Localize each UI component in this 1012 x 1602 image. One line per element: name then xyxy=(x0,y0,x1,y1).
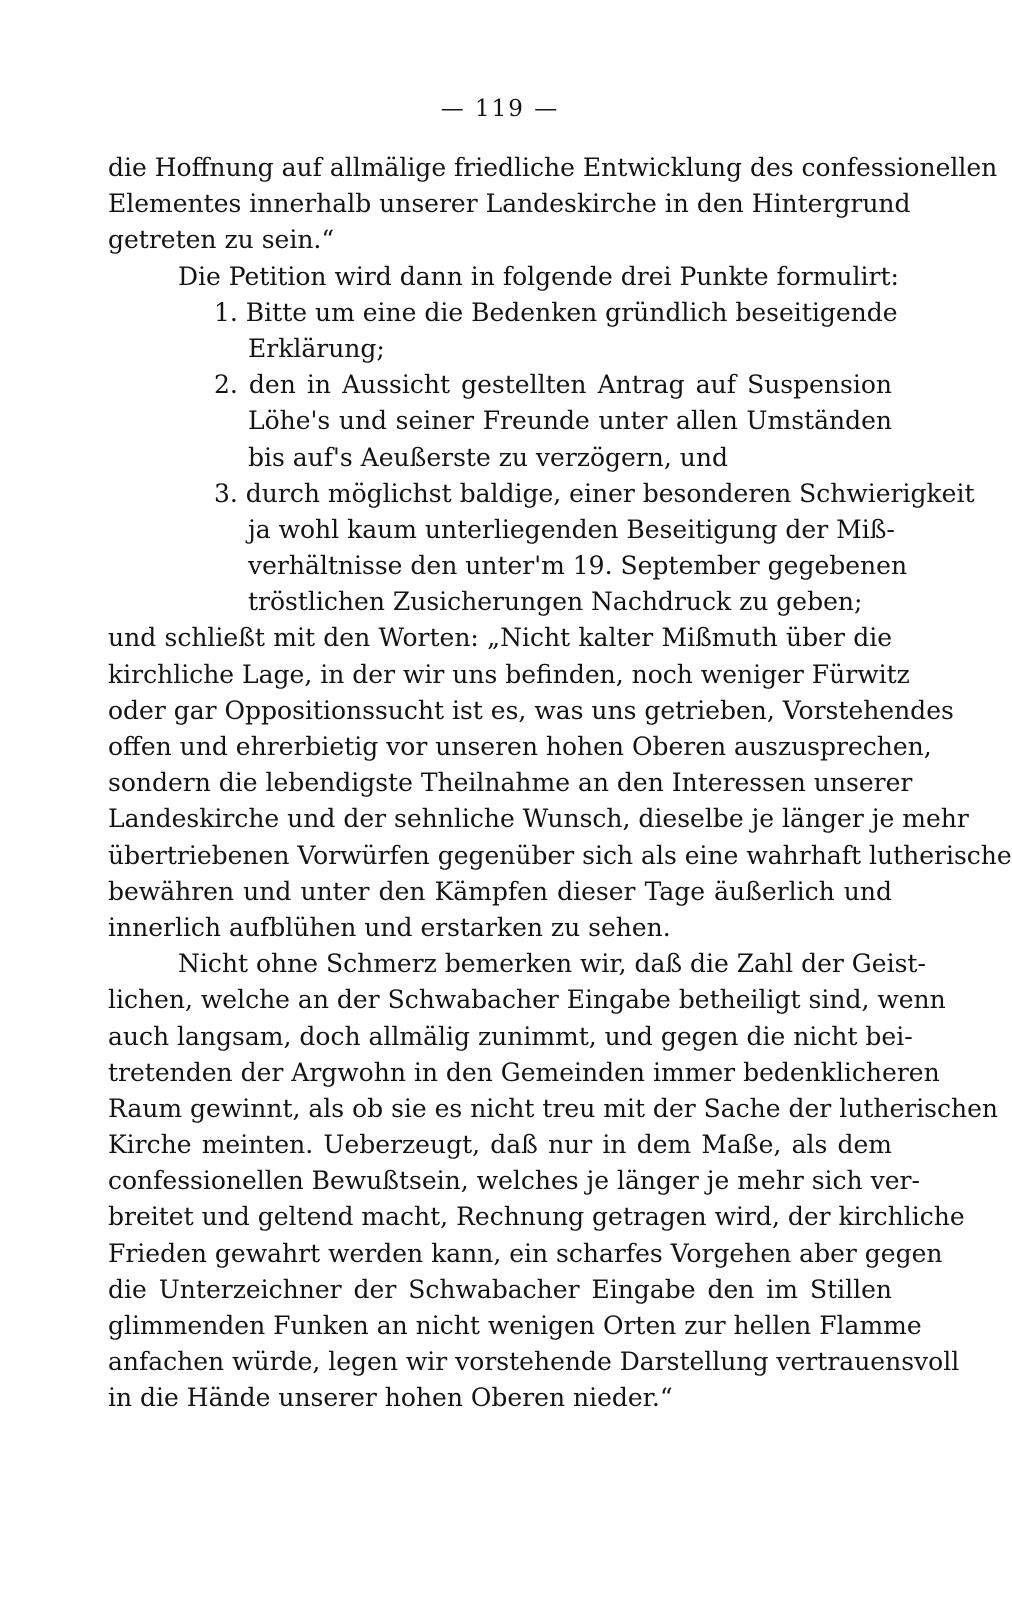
text-line: auch langsam, doch allmälig zunimmt, und gegen die nicht bei- xyxy=(108,1021,913,1051)
text-line: Frieden gewahrt werden kann, ein scharfes Vorgehen aber gegen xyxy=(108,1238,943,1268)
text-line: innerlich aufblühen und erstarken zu sehen. xyxy=(108,912,671,942)
text-line: die Unterzeichner der Schwabacher Eingabe den im Stillen xyxy=(108,1274,892,1304)
text-line: getreten zu sein.“ xyxy=(108,225,335,255)
text-line: und schließt mit den Worten: „Nicht kalter Mißmuth über die xyxy=(108,623,892,653)
text-line: bewähren und unter den Kämpfen dieser Tage äußerlich und xyxy=(108,876,892,906)
text-line: tröstlichen Zusicherungen Nachdruck zu geben; xyxy=(248,587,863,617)
text-line: breitet und geltend macht, Rechnung getragen wird, der kirchliche xyxy=(108,1202,965,1232)
text-line: Elementes innerhalb unserer Landeskirche in den Hintergrund xyxy=(108,189,911,219)
page-number: — 119 — xyxy=(440,96,560,122)
text-line: Löhe's und seiner Freunde unter allen Umständen xyxy=(248,406,892,436)
text-line: übertriebenen Vorwürfen gegenüber sich als eine wahrhaft lutherische xyxy=(108,840,1012,870)
text-line: glimmenden Funken an nicht wenigen Orten zur hellen Flamme xyxy=(108,1311,922,1340)
text-line: in die Hände unserer hohen Oberen nieder.“ xyxy=(108,1383,673,1413)
text-line: oder gar Oppositionssucht ist es, was uns getrieben, Vorstehendes xyxy=(108,695,954,725)
text-line: kirchliche Lage, in der wir uns befinden, noch weniger Fürwitz xyxy=(108,659,910,689)
list-item-1: 1. Bitte um eine die Bedenken gründlich beseitigende xyxy=(214,297,898,327)
text-line: tretenden der Argwohn in den Gemeinden immer bedenklicheren xyxy=(108,1057,940,1087)
text-line: die Hoffnung auf allmälige friedliche Entwicklung des confessionellen xyxy=(108,153,998,182)
text-line: Kirche meinten. Ueberzeugt, daß nur in dem Maße, als dem xyxy=(108,1130,892,1160)
list-item-3: 3. durch möglichst baldige, einer besonderen Schwierigkeit xyxy=(214,478,975,508)
text-line: offen und ehrerbietig vor unseren hohen Oberen auszusprechen, xyxy=(108,732,932,761)
text-line: verhältnisse den unter'm 19. September gegebenen xyxy=(248,551,908,581)
text-line: Landeskirche und der sehnliche Wunsch, dieselbe je länger je mehr xyxy=(108,804,969,834)
text-line: bis auf's Aeußerste zu verzögern, und xyxy=(248,442,728,472)
text-line: lichen, welche an der Schwabacher Eingabe betheiligt sind, wenn xyxy=(108,985,946,1015)
text-line: Nicht ohne Schmerz bemerken wir, daß die Zahl der Geist- xyxy=(178,949,926,979)
text-line: sondern die lebendigste Theilnahme an den Interessen unserer xyxy=(108,768,913,798)
body-text xyxy=(108,150,1012,1417)
text-line: ja wohl kaum unterliegenden Beseitigung der Miß- xyxy=(248,514,895,544)
text-line: confessionellen Bewußtsein, welches je länger je mehr sich ver- xyxy=(108,1166,920,1196)
text-line: Erklärung; xyxy=(248,333,385,363)
text-line: anfachen würde, legen wir vorstehende Darstellung vertrauensvoll xyxy=(108,1347,960,1377)
text-line: Die Petition wird dann in folgende drei Punkte formulirt: xyxy=(178,261,899,291)
text-line: Raum gewinnt, als ob sie es nicht treu mit der Sache der lutherischen xyxy=(108,1093,999,1123)
list-item-2: 2. den in Aussicht gestellten Antrag auf Suspension xyxy=(214,370,892,400)
